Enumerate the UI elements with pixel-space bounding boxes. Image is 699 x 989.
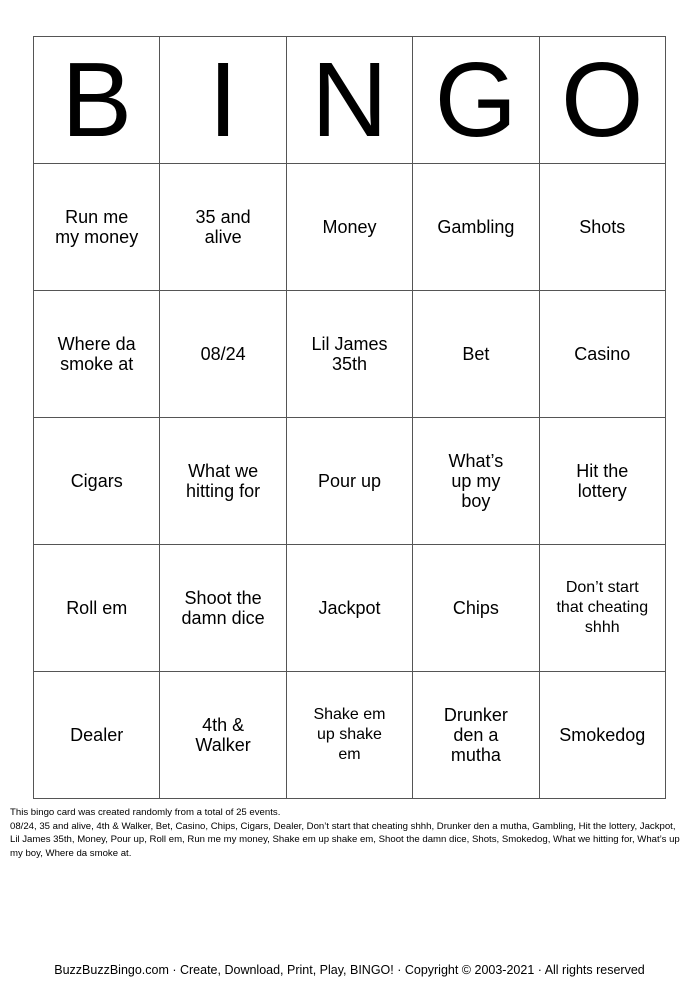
cell-label: Shake em up shake em	[313, 706, 386, 763]
bingo-cell[interactable]	[160, 164, 286, 291]
bingo-cell[interactable]	[160, 672, 286, 799]
cell-label: 4th & Walker	[195, 715, 251, 755]
bingo-cell[interactable]	[413, 672, 539, 799]
cell-label: What’s up my boy	[448, 451, 504, 511]
cell-label: Pour up	[317, 471, 381, 491]
cell-label: Casino	[574, 344, 631, 364]
header-letter-o: O	[539, 37, 665, 164]
cell-label: Smokedog	[559, 725, 646, 745]
cell-label: Shots	[579, 217, 626, 237]
bingo-cell[interactable]	[286, 418, 412, 545]
bingo-cell[interactable]	[413, 418, 539, 545]
cell-label: Don’t start that cheating shhh	[556, 579, 649, 636]
bingo-cell[interactable]	[286, 164, 412, 291]
bingo-row	[34, 291, 666, 418]
bingo-cell[interactable]	[34, 418, 160, 545]
bingo-cell[interactable]	[286, 545, 412, 672]
bingo-header-row	[34, 37, 666, 164]
cell-label: Cigars	[70, 471, 123, 491]
cell-label: Lil James 35th	[311, 334, 388, 374]
card-info	[10, 806, 686, 860]
card-info-note: This bingo card was created randomly from a total of 25 events.	[10, 807, 281, 818]
bingo-cell[interactable]	[539, 164, 665, 291]
header-letter-g: G	[413, 37, 539, 164]
header-letter-n: N	[286, 37, 412, 164]
bingo-row	[34, 164, 666, 291]
cell-label: What we hitting for	[186, 461, 261, 501]
cell-label: Where da smoke at	[57, 334, 136, 374]
bingo-cell[interactable]	[34, 291, 160, 418]
bingo-cell[interactable]	[34, 545, 160, 672]
bingo-cell[interactable]	[539, 545, 665, 672]
bingo-cell[interactable]	[34, 164, 160, 291]
bingo-cell[interactable]	[413, 291, 539, 418]
cell-label: Dealer	[70, 725, 124, 745]
cell-label: Money	[322, 217, 377, 237]
bingo-cell[interactable]	[160, 291, 286, 418]
header-letter-i: I	[160, 37, 286, 164]
cell-label: Run me my money	[55, 207, 139, 247]
bingo-cell[interactable]	[413, 164, 539, 291]
bingo-row	[34, 672, 666, 799]
bingo-cell[interactable]	[160, 418, 286, 545]
bingo-row	[34, 418, 666, 545]
cell-label: 08/24	[200, 344, 246, 364]
cell-label: Chips	[452, 598, 499, 618]
card-info-events: 08/24, 35 and alive, 4th & Walker, Bet, Casino, Chips, Cigars, Dealer, Don’t start that cheating shhh, Drunker den a mutha, Gambling, Hit the lottery, Jackpot, Lil James 35th, Money, Pour up, Roll em, Run me my money, Shake em up shake em, Shoot the damn dice, Shots, Smokedog, What we hitting for, What’s up my boy, Where da smoke at.	[10, 820, 680, 859]
cell-label: Shoot the damn dice	[181, 588, 265, 628]
cell-label: Drunker den a mutha	[443, 705, 508, 765]
cell-label: 35 and alive	[195, 207, 251, 247]
bingo-cell[interactable]	[160, 545, 286, 672]
bingo-cell[interactable]	[539, 291, 665, 418]
header-letter-b: B	[34, 37, 160, 164]
cell-label: Hit the lottery	[576, 461, 629, 501]
cell-label: Gambling	[437, 217, 515, 237]
bingo-cell[interactable]	[539, 418, 665, 545]
bingo-cell[interactable]	[539, 672, 665, 799]
cell-label: Jackpot	[318, 598, 381, 618]
bingo-cell[interactable]	[413, 545, 539, 672]
bingo-cell[interactable]	[286, 291, 412, 418]
cell-label: Roll em	[66, 598, 128, 618]
bingo-cell[interactable]	[34, 672, 160, 799]
bingo-row	[34, 545, 666, 672]
copyright-footer: BuzzBuzzBingo.com · Create, Download, Print, Play, BINGO! · Copyright © 2003-2021 · All rights reserved	[54, 963, 645, 977]
bingo-card	[33, 36, 666, 799]
bingo-cell[interactable]	[286, 672, 412, 799]
cell-label: Bet	[462, 344, 490, 364]
